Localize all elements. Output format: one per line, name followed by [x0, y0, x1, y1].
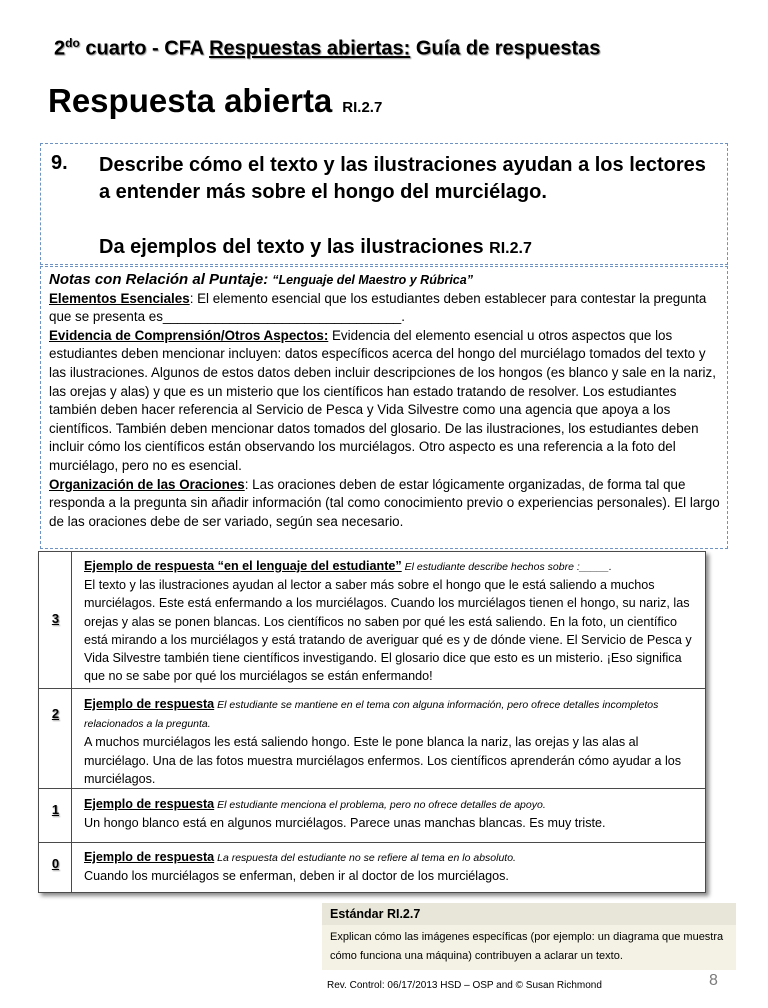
- standard-description: Explican cómo las imágenes específicas (por ejemplo: un diagrama que muestra cómo funciona una máquina) contribuyen a aclarar un texto.: [322, 925, 736, 970]
- question-text: Describe cómo el texto y las ilustraciones ayudan a los lectores a entender más sobre el hongo del murciélago.: [99, 154, 706, 203]
- rubric-score: 1: [51, 802, 60, 817]
- sentence-organization: Organización de las Oraciones: Las oraciones deben de estar lógicamente organizadas, de forma tal que responda a la pregunta sin añadir información (tal como conocimiento previo o experiencias personales). El largo de las oraciones debe de ser variado, según sea necesario.: [49, 476, 720, 529]
- rubric-row-2: [39, 689, 705, 789]
- evidence-of-comprehension: Evidencia de Comprensión/Otros Aspectos: Evidencia del elemento esencial u otros aspectos que los estudiantes deben mencionar incluyen: datos específicos acerca del hongo del murciélago tomados del texto y las ilustraciones. Algunos de estos datos deben incluir descripciones de los hongos (es blanco y sale en la nariz, las orejas y alas) y que es un misterio que los científicos han estado tratando de resolver. Los estudiantes también deben hacer referencia al Servicio de Pesca y Vida Silvestre como una agencia que apoya a los científicos. También deben mencionar datos tomados del glosario. De las ilustraciones, los estudiantes deben incluir cómo los científicos están observando los murciélagos. Otro aspecto es una referencia a la foto del murciélago, pero no es esencial.: [49, 327, 716, 473]
- rubric-score: 2: [51, 706, 60, 721]
- page-number: 8: [709, 972, 718, 989]
- page-title: Respuesta abierta RI.2.7: [48, 82, 383, 119]
- standard-title: Estándar RI.2.7: [322, 903, 736, 925]
- question-number: 9.: [51, 152, 68, 174]
- rubric-row-0: [39, 843, 705, 892]
- standard-box: [322, 903, 736, 970]
- footer-revision: Rev. Control: 06/17/2013 HSD – OSP and © Susan Richmond: [327, 980, 602, 991]
- rubric-score: 0: [51, 856, 60, 871]
- rubric-table: [38, 551, 706, 893]
- page-title-standard: RI.2.7: [342, 99, 383, 116]
- rubric-response: Ejemplo de respuesta El estudiante menciona el problema, pero no ofrece detalles de apoyo. Un hongo blanco está en algunos murciélagos. Parece unas manchas blancas. Es muy triste.: [84, 797, 606, 831]
- rubric-score: 3: [51, 611, 60, 626]
- question-subtext: Da ejemplos del texto y las ilustraciones RI.2.7: [99, 236, 532, 258]
- rubric-row-1: [39, 789, 705, 843]
- scoring-notes-title: Notas con Relación al Puntaje: “Lenguaje del Maestro y Rúbrica”: [49, 271, 473, 288]
- rubric-response: Ejemplo de respuesta El estudiante se mantiene en el tema con alguna información, pero ofrece detalles incompletos relacionados a la pregunta. A muchos murciélagos les está saliendo hongo. Este le pone blanca la nariz, las orejas y las alas al murciélago. Una de las fotos muestra murciélagos enfermos. Los científicos aprenderán cómo ayudar a los murciélagos.: [84, 697, 682, 786]
- rubric-response: Ejemplo de respuesta La respuesta del estudiante no se refiere al tema en lo absoluto. Cuando los murciélagos se enferman, deben ir al doctor de los murciélagos.: [84, 850, 516, 884]
- question-box: [40, 143, 728, 265]
- rubric-row-3: [39, 552, 705, 689]
- rubric-response: Ejemplo de respuesta “en el lenguaje del estudiante” El estudiante describe hechos sobre :_____. El texto y las ilustraciones ayudan al lector a saber más sobre el hongo que le está saliendo a muchos murciélagos. Este está enfermando a los murciélagos. Cuando los murciélagos tienen el hongo, su nariz, las orejas y alas se ponen blancas. Los científicos no saben por qué les está saliendo. En la foto, un científico está mirando a los murciélagos y está tratando de averiguar qué es y de dónde viene. El Servicio de Pesca y Vida Silvestre también tiene científicos investigando. El glosario dice que esto es un misterio. ¡Eso significa que no se sabe por qué los murciélagos se están enfermando!: [84, 559, 692, 684]
- essential-elements: Elementos Esenciales: El elemento esencial que los estudiantes deben establecer para contestar la pregunta que se presenta es________________________________.: [49, 290, 707, 325]
- scoring-notes-box: [40, 266, 728, 549]
- header-title: $2^{do}$ cuarto - CFA Respuestas abiertas: Guía de respuestas: [54, 36, 601, 60]
